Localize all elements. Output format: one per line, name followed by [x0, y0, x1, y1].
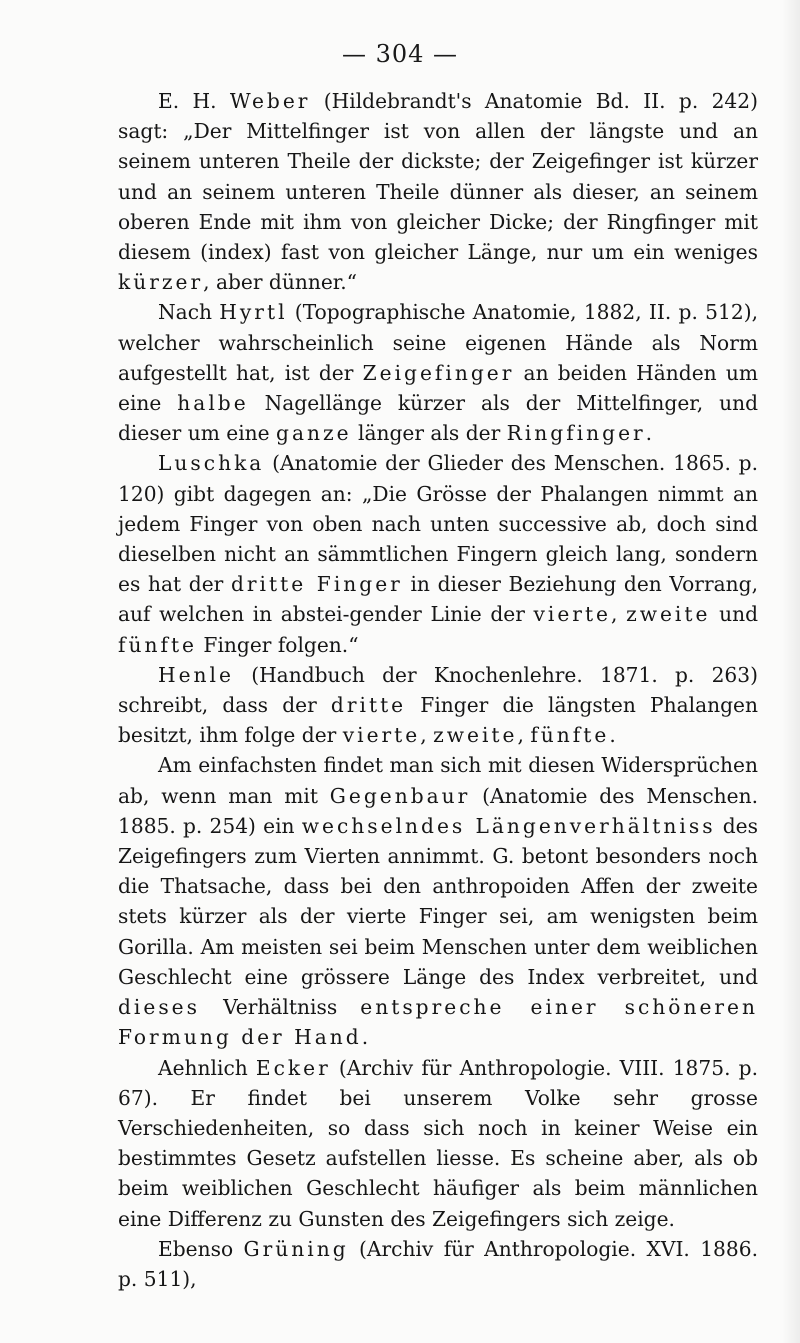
text-run: in dieser Beziehung den Vorrang, auf welchen in abstei-gender Linie der	[118, 572, 758, 627]
paragraph-henle	[118, 660, 758, 751]
text-run: .	[361, 1025, 369, 1050]
text-run: Nagellänge kürzer als der Mittelfinger, und dieser um eine	[118, 391, 758, 446]
spaced-emphasis: Luschka	[158, 451, 265, 476]
spaced-emphasis: Hyrtl	[219, 300, 288, 325]
text-run: .	[645, 421, 653, 446]
text-run: ,	[420, 723, 434, 748]
spaced-emphasis: vierte	[342, 723, 421, 748]
text-run: und	[710, 602, 759, 627]
text-run: , aber dünner.“	[203, 270, 357, 295]
text-run: Nach	[158, 300, 220, 325]
text-run: (Archiv für Anthropologie. VIII. 1875. p. 67). Er findet bei unserem Volke sehr grosse Verschiedenheiten, so dass sich noch in keiner Weise ein bestimmtes Gesetz aufstellen liesse. Es scheine aber, als ob beim weiblichen Geschlecht häufiger als beim männlichen eine Differenz zu Gunsten des Zeigefingers sich zeige.	[118, 1055, 758, 1231]
text-run: (Topographische Anatomie, 1882, II. p. 512), welcher wahrscheinlich seine eigenen Hände als Norm aufgestellt hat, ist der	[118, 300, 758, 385]
page-body-text	[118, 86, 758, 1294]
text-run: Verhältniss	[200, 995, 361, 1020]
spaced-emphasis: fünfte	[118, 632, 198, 657]
text-run: des Zeigefingers zum Vierten annimmt. G. betont besonders noch die Thatsache, dass bei den anthropoiden Affen der zweite stets kürzer als der vierte Finger sei, am wenigsten beim Gorilla. Am meisten sei beim Menschen unter dem weiblichen Geschlecht eine grössere Länge des Index verbreitet, und	[118, 813, 758, 989]
spaced-emphasis: Zeigefinger	[362, 360, 515, 385]
spaced-emphasis: zweite	[626, 602, 711, 627]
paragraph-gruening	[118, 1234, 758, 1294]
spaced-emphasis: entspreche einer schöneren Formung der Hand	[118, 995, 758, 1050]
spaced-emphasis: Weber	[229, 89, 311, 113]
text-run: (Hildebrandt's Anatomie Bd. II. p. 242) sagt: „Der Mittelfinger ist von allen der längste und an seinem unteren Theile der dickste; der Zeigefinger ist kürzer und an seinem unteren Theile dünner als dieser, an seinem oberen Ende mit ihm von gleicher Dicke; der Ringfinger mit diesem (index) fast von gleicher Länge, nur um ein weniges	[118, 89, 758, 265]
page-edge-shadow	[782, 0, 800, 1343]
text-run: Aehnlich	[158, 1055, 256, 1080]
text-run: (Anatomie der Glieder des Menschen. 1865. p. 120) gibt dagegen an: „Die Grösse der Phalangen nimmt an jedem Finger von oben nach unten successive ab, doch sind dieselben nicht an sämmtlichen Fingern gleich lang, sondern es hat der	[118, 451, 758, 597]
spaced-emphasis: zweite	[433, 723, 518, 748]
text-run: .	[609, 723, 616, 748]
text-run: (Anatomie des Menschen. 1885. p. 254) ein	[118, 783, 758, 838]
spaced-emphasis: dritte Finger	[230, 572, 403, 597]
text-run: Finger folgen.“	[197, 632, 359, 657]
page-number: — 304 —	[341, 40, 459, 68]
spaced-emphasis: halbe	[177, 391, 249, 416]
paragraph-hyrtl	[118, 297, 758, 448]
paragraph-weber	[118, 86, 758, 297]
spaced-emphasis: dritte	[330, 693, 407, 718]
text-run: E. H.	[158, 89, 230, 113]
text-run: länger als der	[351, 421, 507, 446]
text-run: ,	[517, 723, 531, 748]
text-run: Ebenso	[158, 1236, 244, 1261]
paragraph-luschka	[118, 448, 758, 659]
text-run: an beiden Händen um eine	[118, 360, 758, 416]
text-run: (Archiv für Anthropologie. XVI. 1886. p. 511),	[118, 1236, 758, 1291]
paragraph-ecker	[118, 1053, 758, 1234]
spaced-emphasis: fünfte	[530, 723, 610, 748]
text-run: Finger die längsten Phalangen besitzt, ihm folge der	[118, 693, 758, 748]
spaced-emphasis: Henle	[158, 662, 234, 687]
spaced-emphasis: kürzer	[118, 270, 204, 295]
text-run: (Handbuch der Knochenlehre. 1871. p. 263) schreibt, dass der	[118, 662, 758, 718]
spaced-emphasis: Ringfinger	[506, 421, 646, 446]
spaced-emphasis: ganze	[276, 421, 352, 446]
spaced-emphasis: vierte	[533, 602, 612, 627]
spaced-emphasis: dieses	[118, 995, 200, 1020]
text-run: ,	[611, 602, 627, 627]
spaced-emphasis: wechselndes Längenverhältniss	[301, 813, 716, 838]
spaced-emphasis: Grüning	[243, 1236, 349, 1261]
spaced-emphasis: Gegenbaur	[329, 783, 471, 808]
paragraph-gegenbaur	[118, 750, 758, 1052]
text-run: Am einfachsten findet man sich mit diesen Widersprüchen ab, wenn man mit	[118, 753, 758, 808]
spaced-emphasis: Ecker	[255, 1055, 331, 1080]
